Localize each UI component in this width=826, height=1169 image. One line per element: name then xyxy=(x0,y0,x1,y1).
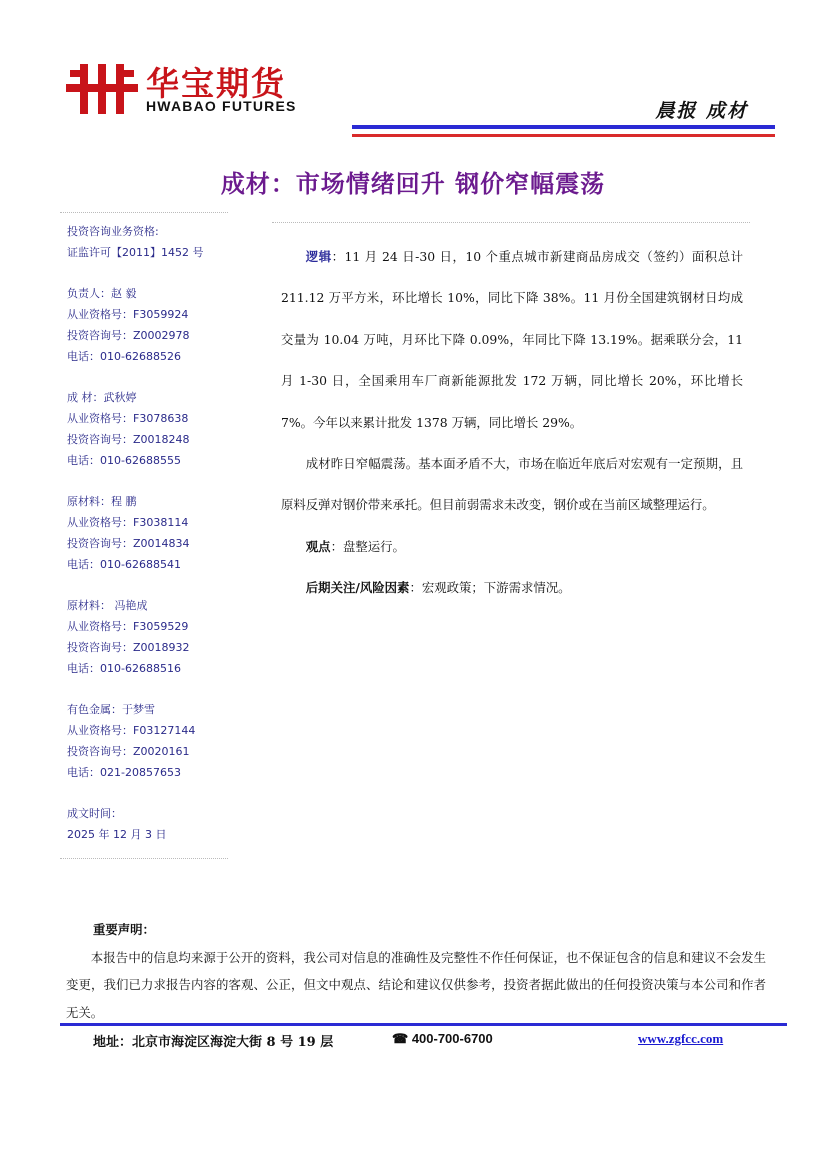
analyst-advisory-id: 投资咨询号：Z0018248 xyxy=(67,432,190,446)
analyst-practice-id: 从业资格号：F3038114 xyxy=(67,516,189,530)
analyst-phone: 电话：010-62688526 xyxy=(67,349,181,363)
logic-label: 逻辑 xyxy=(305,249,332,264)
report-body xyxy=(281,236,743,609)
company-logo xyxy=(66,58,316,120)
footer-address: 地址：北京市海淀区海淀大街 8 号 19 层 xyxy=(93,1035,334,1050)
analyst-card xyxy=(67,492,232,575)
analyst-advisory-id: 投资咨询号：Z0020161 xyxy=(67,744,190,758)
footer-divider xyxy=(60,1023,787,1026)
logo-chinese-name: 华宝期货 xyxy=(146,64,286,103)
logic-paragraph xyxy=(281,236,743,443)
risk-text: ：宏观政策；下游需求情况。 xyxy=(409,580,571,596)
risk-paragraph xyxy=(281,567,743,608)
analyst-phone: 电话：010-62688516 xyxy=(67,661,181,675)
analyst-card xyxy=(67,596,232,679)
header-divider-red xyxy=(352,134,775,137)
analyst-phone: 电话：010-62688541 xyxy=(67,557,181,571)
phone-icon: ☎ xyxy=(392,1031,412,1046)
analyst-practice-id: 从业资格号：F3078638 xyxy=(67,412,189,426)
qualification-label: 投资咨询业务资格: xyxy=(67,225,159,238)
header-divider-blue xyxy=(352,125,775,129)
analyst-practice-id: 从业资格号：F3059924 xyxy=(67,308,189,322)
analyst-role: 原材料： 冯艳成 xyxy=(67,599,148,613)
analyst-role: 负责人：赵 毅 xyxy=(67,287,137,301)
disclaimer xyxy=(66,916,766,1026)
analyst-phone: 电话：021-20857653 xyxy=(67,765,181,779)
analyst-role: 原材料：程 鹏 xyxy=(67,495,137,509)
analyst-advisory-id: 投资咨询号：Z0018932 xyxy=(67,640,190,654)
logo-mark-icon xyxy=(66,62,138,116)
risk-label: 后期关注/风险因素 xyxy=(305,580,410,596)
date-block xyxy=(67,804,232,846)
report-date: 2025 年 12 月 3 日 xyxy=(67,828,167,842)
analyst-phone: 电话：010-62688555 xyxy=(67,453,181,467)
market-paragraph: 成材昨日窄幅震荡。基本面矛盾不大，市场在临近年底后对宏观有一定预期，且原料反弹对钢价带来承托。但目前弱需求未改变，钢价或在当前区域整理运行。 xyxy=(281,456,743,513)
website-link[interactable]: www.zgfcc.com xyxy=(638,1031,724,1046)
analyst-sidebar xyxy=(67,222,232,867)
analyst-role: 成 材：武秋婷 xyxy=(67,391,137,405)
analyst-role: 有色金属：于梦雪 xyxy=(67,703,155,717)
analyst-card xyxy=(67,700,232,783)
analyst-advisory-id: 投资咨询号：Z0014834 xyxy=(67,536,190,550)
date-label: 成文时间： xyxy=(67,807,122,821)
disclaimer-text: 本报告中的信息均来源于公开的资料，我公司对信息的准确性及完整性不作任何保证，也不保证包含的信息和建议不会发生变更，我们已力求报告内容的客观、公正，但文中观点、结论和建议仅供参考，投资者据此做出的任何投资决策与本公司和作者无关。 xyxy=(66,949,766,1020)
logo-english-name: HWABAO FUTURES xyxy=(146,98,297,114)
sidebar-top-divider xyxy=(60,212,228,213)
qualification-block xyxy=(67,222,232,264)
analyst-practice-id: 从业资格号：F3059529 xyxy=(67,620,189,634)
disclaimer-title: 重要声明： xyxy=(93,922,155,937)
analyst-advisory-id: 投资咨询号：Z0002978 xyxy=(67,328,190,342)
report-title: 成材：市场情绪回升 钢价窄幅震荡 xyxy=(220,169,606,198)
body-top-divider xyxy=(272,222,750,223)
view-text: ：盘整运行。 xyxy=(330,538,405,554)
sidebar-bottom-divider xyxy=(60,858,228,859)
license-number: 证监许可【2011】1452 号 xyxy=(67,245,204,259)
logic-text: ：11 月 24 日-30 日，10 个重点城市新建商品房成交（签约）面积总计 211.12 万平方米，环比增长 10%，同比下降 38%。11 月份全国建筑钢材日均成交量为 10.04 万吨，月环比下降 0.09%，年同比下降 13.19%。据乘联分会，11 月 1-30 日，全国乘用车厂商新能源批发 172 万辆，同比增长 20%，环比增长 7%。今年以来累计批发 1378 万辆，同比增长 29%。 xyxy=(281,249,743,430)
view-label: 观点 xyxy=(305,538,331,554)
analyst-card xyxy=(67,388,232,471)
analyst-practice-id: 从业资格号：F03127144 xyxy=(67,724,196,738)
view-paragraph xyxy=(281,526,743,567)
analyst-card xyxy=(67,284,232,367)
footer-phone xyxy=(392,1031,493,1047)
phone-number: 400-700-6700 xyxy=(411,1031,493,1046)
report-type-tag: 晨报 成材 xyxy=(655,100,748,122)
